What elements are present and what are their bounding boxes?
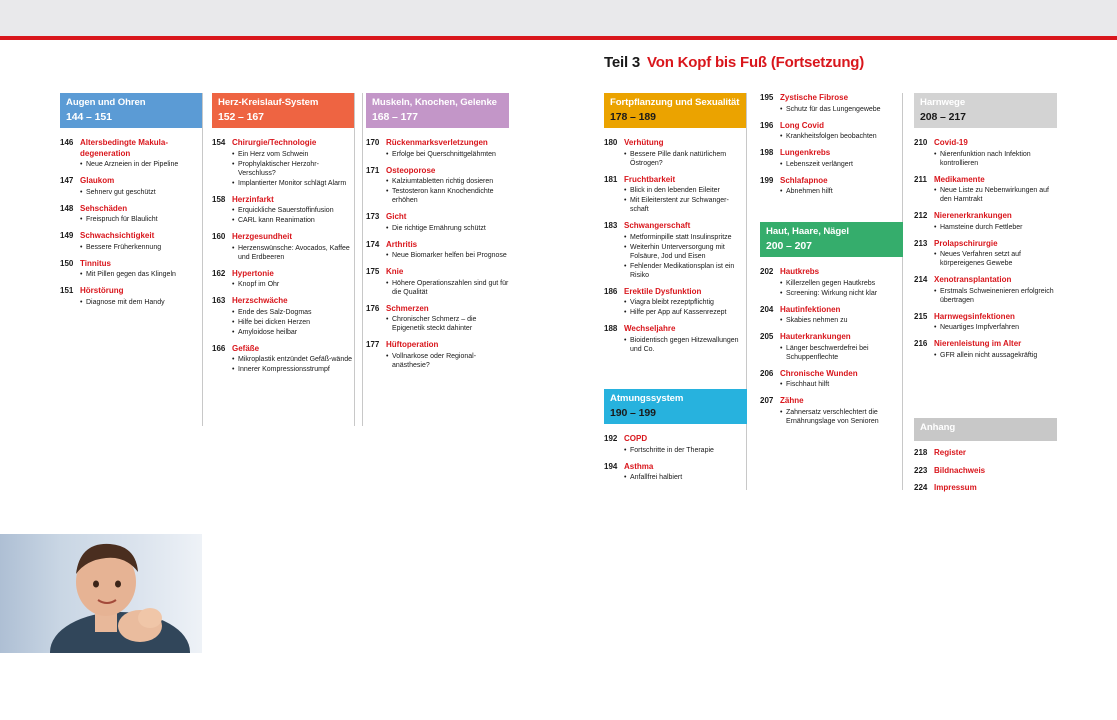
entry-body — [386, 166, 509, 206]
entry-bullet: • Implantierter Monitor schlägt Alarm — [232, 179, 354, 188]
section-range: 168 – 177 — [372, 111, 418, 123]
page-number: 205 — [760, 332, 774, 341]
toc-entry — [212, 344, 354, 375]
entry-title: Xenotransplantation — [934, 275, 1012, 284]
entry-title: Chronische Wunden — [780, 368, 858, 378]
toc-entry — [604, 434, 747, 455]
entry-bullet: • Metforminpille statt Insulinspritze — [624, 233, 746, 242]
section-augen — [60, 93, 203, 426]
toc-entry — [366, 267, 509, 297]
page-number: 170 — [366, 138, 380, 147]
entry-body — [80, 204, 202, 225]
entry-bullet: • Lebenszeit verlängert — [780, 160, 902, 169]
page-number: 166 — [212, 343, 226, 353]
entry-body — [780, 121, 902, 142]
entry-title: Wechseljahre — [624, 324, 676, 333]
entry-body — [232, 296, 354, 337]
section-header-atmung — [604, 389, 747, 424]
page-number: 196 — [760, 120, 774, 130]
top-gray-bar — [0, 0, 1117, 36]
section-muskeln — [366, 93, 509, 377]
entry-body — [80, 259, 202, 280]
section-header-harn — [914, 93, 1057, 128]
entry-body — [624, 138, 746, 168]
toc-entry — [914, 275, 1057, 305]
entry-body — [386, 304, 509, 334]
entry-title: Knie — [386, 267, 404, 276]
entry-bullet: • Mit Eileiterstent zur Schwanger-schaft — [624, 196, 746, 214]
page-number: 210 — [914, 138, 928, 147]
section-range: 152 – 167 — [218, 111, 264, 123]
entry-body — [232, 269, 354, 290]
entry-bullet: • Viagra bleibt rezeptpflichtig — [624, 298, 746, 307]
entry-list — [914, 448, 1057, 494]
toc-entry — [212, 195, 354, 226]
page-number: 150 — [60, 258, 74, 268]
toc-entry — [366, 240, 509, 261]
toc-entry — [760, 305, 903, 326]
entry-body — [386, 138, 509, 159]
entry-body — [780, 305, 903, 326]
entry-body — [934, 448, 1057, 459]
entry-bullet: • Prophylaktischer Herzohr-Verschluss? — [232, 160, 354, 178]
entry-title: Covid-19 — [934, 138, 968, 147]
toc-entry — [914, 339, 1057, 360]
section-header-haut — [760, 222, 903, 257]
toc-entry — [914, 211, 1057, 232]
entry-body — [934, 275, 1057, 305]
entry-list — [604, 138, 746, 354]
entry-bullet: • Innerer Kompressionsstrumpf — [232, 365, 354, 374]
section-haut — [760, 222, 903, 433]
toc-entry — [60, 231, 202, 252]
page-number: 198 — [760, 148, 774, 157]
entry-title: Tinnitus — [80, 258, 111, 268]
page-number: 212 — [914, 211, 928, 220]
entry-title: Zystische Fibrose — [780, 93, 849, 102]
entry-title: COPD — [624, 434, 648, 443]
entry-bullet: • Herzenswünsche: Avocados, Kaffee und Erdbeeren — [232, 244, 354, 262]
page-number: 149 — [60, 231, 74, 240]
entry-title: Schmerzen — [386, 303, 429, 313]
entry-body — [386, 212, 509, 233]
entry-title: Long Covid — [780, 120, 824, 130]
entry-title: Hautinfektionen — [780, 304, 841, 314]
entry-bullet: • Bessere Früherkennung — [80, 243, 202, 252]
section-label: Fortpflanzung und Sexualität — [610, 97, 740, 108]
entry-bullet: • Fortschritte in der Therapie — [624, 446, 747, 455]
entry-bullet: • Neues Verfahren setzt auf körpereigenes Gewebe — [934, 250, 1057, 268]
entry-bullet: • Bioidentisch gegen Hitzewallungen und Co. — [624, 336, 746, 354]
entry-title: Zähne — [780, 396, 804, 405]
toc-entry — [604, 175, 746, 215]
entry-title: Hypertonie — [232, 268, 274, 278]
section-range: 190 – 199 — [610, 407, 656, 419]
toc-entry — [604, 138, 746, 168]
toc-entry — [366, 138, 509, 159]
section-header-fort — [604, 93, 746, 128]
section-harn — [914, 93, 1057, 367]
entry-body — [80, 176, 202, 197]
page-number: 163 — [212, 296, 226, 305]
toc-entry — [914, 138, 1057, 168]
toc-entry — [760, 267, 903, 298]
entry-bullet: • Knopf im Ohr — [232, 280, 354, 289]
entry-list — [760, 93, 902, 196]
entry-bullet: • Anfallfrei halbiert — [624, 473, 747, 482]
entry-body — [624, 434, 747, 455]
entry-bullet: • Ein Herz vom Schwein — [232, 150, 354, 159]
child-photo-illustration — [0, 534, 202, 653]
toc-entry — [60, 286, 202, 307]
section-label: Herz-Kreislauf-System — [218, 97, 319, 108]
page-number: 183 — [604, 221, 618, 230]
entry-title: Harnwegsinfektionen — [934, 311, 1015, 321]
toc-entry — [212, 232, 354, 262]
entry-body — [232, 195, 354, 226]
page-number: 175 — [366, 267, 380, 276]
entry-body — [780, 267, 903, 298]
entry-bullet: • Schutz für das Lungengewebe — [780, 105, 902, 114]
entry-bullet: • Höhere Operationszahlen sind gut für die Qualität — [386, 279, 509, 297]
section-atmung — [604, 389, 747, 489]
toc-entry — [914, 483, 1057, 494]
toc-entry — [604, 287, 746, 318]
entry-title: Osteoporose — [386, 165, 436, 175]
page-number: 215 — [914, 311, 928, 321]
entry-body — [386, 240, 509, 261]
entry-bullet: • Fehlender Medikationsplan ist ein Risiko — [624, 262, 746, 280]
page-number: 158 — [212, 194, 226, 204]
entry-title: Arthritis — [386, 239, 418, 249]
entry-bullet: • Abnehmen hilft — [780, 187, 902, 196]
entry-title: Herzgesundheit — [232, 232, 293, 241]
entry-bullet: • Erquickliche Sauerstoffinfusion — [232, 206, 354, 215]
entry-list — [914, 138, 1057, 360]
entry-title: Impressum — [934, 483, 977, 492]
toc-entry — [212, 138, 354, 188]
section-header-muskeln — [366, 93, 509, 128]
entry-title: Nierenerkrankungen — [934, 211, 1012, 220]
entry-bullet: • Chronischer Schmerz – die Epigenetik steckt dahinter — [386, 315, 509, 333]
toc-entry — [760, 176, 902, 197]
page-number: 180 — [604, 138, 618, 147]
toc-entry — [760, 148, 902, 169]
entry-bullet: • Amyloidose heilbar — [232, 328, 354, 337]
entry-body — [386, 340, 509, 370]
section-label: Anhang — [920, 422, 956, 433]
entry-body — [80, 286, 202, 307]
entry-bullet: • Sehnerv gut geschützt — [80, 188, 202, 197]
entry-bullet: • Mikroplastik entzündet Gefäß-wände — [232, 355, 354, 364]
toc-entry — [604, 462, 747, 483]
entry-title: Prolapschirurgie — [934, 238, 998, 248]
entry-body — [934, 138, 1057, 168]
toc-entry — [914, 175, 1057, 205]
entry-body — [780, 332, 903, 362]
part-title — [604, 54, 864, 71]
toc-entry — [212, 269, 354, 290]
page-number: 176 — [366, 303, 380, 313]
toc-entry — [60, 138, 202, 169]
entry-bullet: • Zahnersatz verschlechtert die Ernährungslage von Senioren — [780, 408, 903, 426]
page-number: 213 — [914, 238, 928, 248]
section-header-herz — [212, 93, 354, 128]
entry-title: Chirurgie/Technologie — [232, 138, 317, 147]
page-number: 194 — [604, 461, 618, 471]
entry-list — [212, 138, 354, 374]
page-number: 146 — [60, 138, 74, 147]
entry-title: Sehschäden — [80, 203, 128, 213]
entry-body — [232, 344, 354, 375]
page-number: 195 — [760, 93, 774, 102]
entry-title: Hauterkrankungen — [780, 332, 851, 341]
entry-title: Schlafapnoe — [780, 175, 828, 185]
toc-entry — [366, 340, 509, 370]
entry-title: Verhütung — [624, 138, 664, 147]
page-number: 202 — [760, 267, 774, 276]
entry-body — [80, 138, 202, 169]
toc-entry — [60, 259, 202, 280]
page-number: 192 — [604, 434, 618, 443]
entry-list — [366, 138, 509, 370]
entry-body — [780, 369, 903, 390]
section-label: Augen und Ohren — [66, 97, 146, 108]
entry-bullet: • Screening: Wirkung nicht klar — [780, 289, 903, 298]
page-number: 160 — [212, 232, 226, 241]
page-number: 214 — [914, 275, 928, 284]
entry-title: Lungenkrebs — [780, 148, 831, 157]
entry-bullet: • Killerzellen gegen Hautkrebs — [780, 279, 903, 288]
entry-body — [780, 176, 902, 197]
entry-body — [934, 339, 1057, 360]
section-range: 208 – 217 — [920, 111, 966, 123]
entry-bullet: • Neue Liste zu Nebenwirkungen auf den Harntrakt — [934, 186, 1057, 204]
toc-entry — [604, 324, 746, 354]
entry-body — [934, 239, 1057, 269]
toc-entry — [60, 176, 202, 197]
entry-bullet: • Hamsteine durch Fettleber — [934, 223, 1057, 232]
toc-entry — [760, 332, 903, 362]
toc-entry — [366, 166, 509, 206]
entry-title: Schwangerschaft — [624, 221, 691, 230]
entry-bullet: • Testosteron kann Knochendichte erhöhen — [386, 187, 509, 205]
page-number: 154 — [212, 138, 226, 147]
entry-list — [760, 267, 903, 426]
entry-bullet: • Blick in den lebenden Eileiter — [624, 186, 746, 195]
toc-entry — [914, 312, 1057, 333]
child-photo — [0, 534, 202, 653]
entry-bullet: • Kalziumtabletten richtig dosieren — [386, 177, 509, 186]
entry-bullet: • CARL kann Reanimation — [232, 216, 354, 225]
column-divider — [362, 93, 363, 426]
entry-body — [80, 231, 202, 252]
entry-bullet: • Krankheitsfolgen beobachten — [780, 132, 902, 141]
section-label: Atmungssystem — [610, 393, 684, 404]
toc-entry — [914, 239, 1057, 269]
entry-body — [624, 324, 746, 354]
entry-bullet: • Die richtige Ernährung schützt — [386, 224, 509, 233]
entry-body — [934, 312, 1057, 333]
section-herz — [212, 93, 355, 426]
section-label: Muskeln, Knochen, Gelenke — [372, 97, 497, 108]
entry-bullet: • Neue Biomarker helfen bei Prognose — [386, 251, 509, 260]
entry-title: Gicht — [386, 212, 407, 221]
entry-bullet: • Weiterhin Unterversorgung mit Folsäure, Jod und Eisen — [624, 243, 746, 261]
entry-body — [934, 483, 1057, 494]
section-range: 178 – 189 — [610, 111, 656, 123]
entry-title: Bildnachweis — [934, 465, 986, 475]
entry-bullet: • Mit Pillen gegen das Klingeln — [80, 270, 202, 279]
entry-bullet: • Länger beschwerdefrei bei Schuppenflechte — [780, 344, 903, 362]
page-number: 171 — [366, 165, 380, 175]
page-number: 211 — [914, 174, 927, 184]
top-red-rule — [0, 36, 1117, 40]
toc-entry — [604, 221, 746, 280]
page-number: 173 — [366, 212, 380, 221]
entry-body — [624, 462, 747, 483]
section-header-augen — [60, 93, 202, 128]
part-number: Teil 3 — [604, 54, 641, 71]
page-number: 199 — [760, 175, 774, 185]
toc-entry — [760, 93, 902, 114]
page-number: 162 — [212, 268, 226, 278]
toc-entry — [760, 121, 902, 142]
toc-entry — [914, 466, 1057, 477]
entry-body — [780, 93, 902, 114]
entry-title: Nierenleistung im Alter — [934, 339, 1022, 348]
entry-title: Medikamente — [934, 174, 985, 184]
entry-bullet: • Freispruch für Blaulicht — [80, 215, 202, 224]
entry-body — [780, 396, 903, 426]
entry-bullet: • Hilfe bei dicken Herzen — [232, 318, 354, 327]
entry-bullet: • Hilfe per App auf Kassenrezept — [624, 308, 746, 317]
entry-title: Gefäße — [232, 343, 260, 353]
toc-entry — [914, 448, 1057, 459]
page-number: 177 — [366, 340, 380, 349]
page-number: 148 — [60, 203, 74, 213]
entry-bullet: • Nierenfunktion nach Infektion kontrollieren — [934, 150, 1057, 168]
entry-bullet: • Erfolge bei Querschnittgelähmten — [386, 150, 509, 159]
entry-body — [934, 466, 1057, 477]
entry-title: Fruchtbarkeit — [624, 174, 676, 184]
entry-body — [232, 232, 354, 262]
section-range: 200 – 207 — [766, 240, 812, 252]
toc-entry — [760, 369, 903, 390]
entry-bullet: • Fischhaut hilft — [780, 380, 903, 389]
entry-body — [386, 267, 509, 297]
entry-title: Glaukom — [80, 176, 115, 185]
entry-title: Hautkrebs — [780, 267, 820, 276]
entry-bullet: • Erstmals Schweinenieren erfolgreich übertragen — [934, 287, 1057, 305]
entry-title: Herzinfarkt — [232, 194, 274, 204]
page-number: 207 — [760, 396, 774, 405]
entry-bullet: • Vollnarkose oder Regional-anästhesie? — [386, 352, 509, 370]
page-number: 174 — [366, 239, 380, 249]
toc-entry — [366, 304, 509, 334]
page-number: 206 — [760, 368, 774, 378]
entry-bullet: • Bessere Pille dank natürlichem Östrogen? — [624, 150, 746, 168]
entry-title: Herzschwäche — [232, 296, 288, 305]
page-number: 186 — [604, 286, 618, 296]
entry-title: Schwachsichtigkeit — [80, 231, 155, 240]
page-number: 216 — [914, 339, 928, 348]
entry-bullet: • Neue Arzneien in der Pipeline — [80, 160, 202, 169]
entry-body — [232, 138, 354, 188]
entry-bullet: • Skabies nehmen zu — [780, 316, 903, 325]
entry-body — [780, 148, 902, 169]
entry-body — [624, 175, 746, 215]
entry-bullet: • GFR allein nicht aussagekräftig — [934, 351, 1057, 360]
entry-bullet: • Ende des Salz-Dogmas — [232, 308, 354, 317]
entry-title: Hüftoperation — [386, 340, 439, 349]
section-label: Haut, Haare, Nägel — [766, 226, 849, 237]
toc-entry — [366, 212, 509, 233]
entry-bullet: • Diagnose mit dem Handy — [80, 298, 202, 307]
page-number: 224 — [914, 483, 928, 492]
section-header-anhang — [914, 418, 1057, 441]
toc-entry — [212, 296, 354, 337]
entry-title: Altersbedingte Makula-degeneration — [80, 138, 169, 158]
page-number: 204 — [760, 304, 774, 314]
page-number: 223 — [914, 465, 928, 475]
entry-title: Erektile Dysfunktion — [624, 286, 702, 296]
entry-body — [934, 175, 1057, 205]
entry-title: Register — [934, 448, 967, 457]
page-number: 188 — [604, 324, 618, 333]
entry-list — [604, 434, 747, 482]
page-number: 218 — [914, 448, 928, 457]
entry-body — [624, 221, 746, 280]
entry-body — [934, 211, 1057, 232]
entry-bullet: • Neuartiges Impfverfahren — [934, 323, 1057, 332]
toc-entry — [760, 396, 903, 426]
entry-title: Hörstörung — [80, 286, 124, 295]
part-name: Von Kopf bis Fuß (Fortsetzung) — [647, 54, 865, 71]
page-number: 151 — [60, 286, 74, 295]
page-number: 181 — [604, 174, 618, 184]
entry-list — [60, 138, 202, 307]
entry-title: Asthma — [624, 461, 654, 471]
page-number: 147 — [60, 176, 74, 185]
entry-body — [624, 287, 746, 318]
section-anhang — [914, 418, 1057, 501]
entry-title: Rückenmarksverletzungen — [386, 138, 488, 147]
section-range: 144 – 151 — [66, 111, 112, 123]
section-label: Harnwege — [920, 97, 966, 108]
toc-entry — [60, 204, 202, 225]
